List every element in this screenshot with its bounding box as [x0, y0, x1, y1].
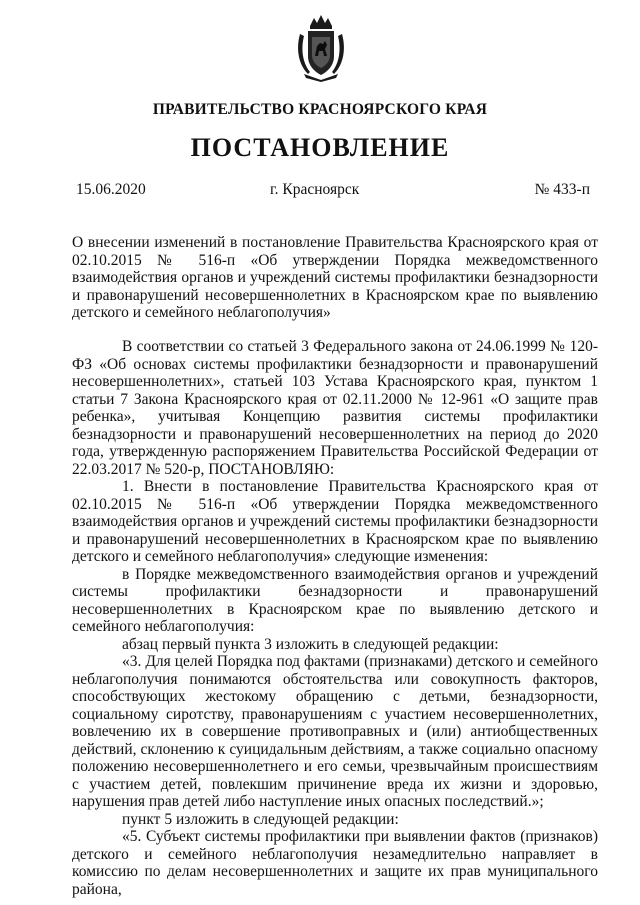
paragraph: абзац первый пункта 3 изложить в следующей редакции: [122, 635, 499, 653]
paragraph: «3. Для целей Порядка под фактами (признаками) детского и семейного неблагополучия понимаются обстоятельства или совокупность факторов, способствующих жестокому обращению с детьми, безнадзорности, социальному сиротству, правонарушениям с участием несовершеннолетних, вовлечению их в совершение противоправных и (или) антиобщественных действий, склонению к суицидальным действиям, а также социально опасному положению несовершеннолетнего и его семьи, чрезвычайным происшествиям с участием детей, повлекшим причинение вреда их жизни и здоровью, нарушения прав детей либо наступление иных опасных последствий.»; [72, 653, 598, 810]
document-number: № 433-п [534, 181, 590, 198]
document-type: ПОСТАНОВЛЕНИЕ [190, 133, 450, 162]
paragraph: пункт 5 изложить в следующей редакции: [122, 810, 399, 828]
paragraph: В соответствии со статьей 3 Федерального закона от 24.06.1999 № 120-ФЗ «Об основах системы профилактики безнадзорности и правонарушений несовершеннолетних», статьей 103 Устава Красноярского края, пунктом 1 статьи 7 Закона Красноярского края от 02.11.2000 № 12-961 «О защите прав ребенка», учитывая Концепцию развития системы профилактики безнадзорности и правонарушений несовершеннолетних на период до 2020 года, утвержденную распоряжением Правительства Российской Федерации от 22.03.2017 № 520-р, ПОСТАНОВЛЯЮ: [72, 338, 598, 478]
document-city: г. Красноярск [270, 181, 360, 198]
document-title: О внесении изменений в постановление Правительства Красноярского края от 02.10.2015 № 516-п «Об утверждении Порядка межведомственного взаимодействия органов и учреждений системы профилактики безнадзорности и правонарушений несовершеннолетних в Красноярском крае по выявлению детского и семейного неблагополучия» [72, 234, 598, 321]
document-date: 15.06.2020 [76, 181, 146, 198]
coat-of-arms-icon [296, 12, 346, 82]
document-body [72, 338, 598, 898]
organization-name: ПРАВИТЕЛЬСТВО КРАСНОЯРСКОГО КРАЯ [152, 101, 488, 118]
paragraph: «5. Субъект системы профилактики при выявлении фактов (признаков) детского и семейного неблагополучия незамедлительно направляет в комиссию по делам несовершеннолетних и защите их прав муниципального района, [72, 828, 598, 898]
paragraph: 1. Внести в постановление Правительства Красноярского края от 02.10.2015 № 516-п «Об утверждении Порядка межведомственного взаимодействия органов и учреждений системы профилактики безнадзорности и правонарушений несовершеннолетних в Красноярском крае по выявлению детского и семейного неблагополучия» следующие изменения: [72, 478, 598, 565]
paragraph: в Порядке межведомственного взаимодействия органов и учреждений системы профилактики безнадзорности и правонарушений несовершеннолетних в Красноярском крае по выявлению детского и семейного неблагополучия: [72, 565, 598, 635]
